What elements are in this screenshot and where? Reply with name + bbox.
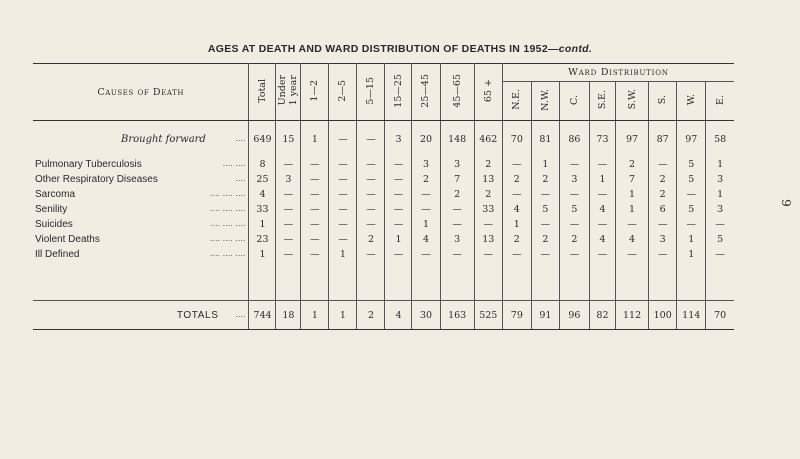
cause-label: Pulmonary Tuberculosis (35, 159, 142, 170)
table-row (33, 232, 734, 247)
value-cell: 5 (531, 202, 559, 217)
empty-cell (590, 262, 616, 301)
value-cell: — (301, 172, 329, 187)
value-cell: — (531, 247, 559, 262)
empty-cell (615, 262, 648, 301)
value-cell: — (385, 247, 412, 262)
value-cell: — (385, 202, 412, 217)
value-cell: — (440, 202, 474, 217)
value-cell: 6 (649, 202, 677, 217)
value-cell: — (440, 247, 474, 262)
value-cell: — (276, 202, 301, 217)
brought-forward-row (33, 121, 734, 158)
value-cell: — (502, 247, 531, 262)
totals-row (33, 301, 734, 330)
value-cell: — (531, 217, 559, 232)
value-cell: 1 (301, 121, 329, 158)
empty-cell (385, 262, 412, 301)
value-cell: — (559, 247, 589, 262)
cause-cell (33, 187, 249, 202)
empty-cell (329, 262, 357, 301)
value-cell: 5 (677, 202, 706, 217)
value-cell: — (276, 247, 301, 262)
leader-dots: .... (235, 309, 246, 319)
age-column-header (412, 64, 440, 121)
title-main: AGES AT DEATH AND WARD DISTRIBUTION OF DEATHS IN 1952 (207, 43, 548, 55)
value-cell: 30 (412, 301, 440, 330)
empty-cell (502, 262, 531, 301)
cause-cell (33, 232, 249, 247)
ward-column-label: E. (714, 94, 726, 105)
value-cell: 649 (249, 121, 276, 158)
age-column-label: 2—5 (337, 79, 349, 102)
value-cell: — (502, 157, 531, 172)
value-cell: 13 (474, 232, 502, 247)
value-cell: 2 (649, 172, 677, 187)
value-cell: — (531, 187, 559, 202)
empty-cell (357, 262, 385, 301)
ward-column-label: N.E. (511, 89, 523, 110)
value-cell: 3 (412, 157, 440, 172)
table-row (33, 157, 734, 172)
value-cell: 1 (249, 217, 276, 232)
value-cell: — (276, 217, 301, 232)
value-cell: 20 (412, 121, 440, 158)
cause-label: Ill Defined (35, 249, 80, 260)
leader-dots: .... .... (222, 159, 246, 168)
value-cell: 15 (276, 121, 301, 158)
title-contd: —contd. (547, 43, 593, 55)
value-cell: 79 (502, 301, 531, 330)
empty-cell (649, 262, 677, 301)
value-cell: 5 (677, 157, 706, 172)
value-cell: 2 (502, 232, 531, 247)
value-cell: 70 (706, 301, 734, 330)
age-column-header (474, 64, 502, 121)
value-cell: 525 (474, 301, 502, 330)
value-cell: — (590, 217, 616, 232)
value-cell: 2 (440, 187, 474, 202)
ward-column-header (615, 82, 648, 121)
value-cell: — (715, 249, 725, 260)
value-cell: — (276, 232, 301, 247)
table-row (33, 172, 734, 187)
value-cell: 2 (357, 232, 385, 247)
value-cell: 4 (615, 232, 648, 247)
value-cell: — (590, 157, 616, 172)
value-cell: 13 (474, 172, 502, 187)
age-column-header (329, 64, 357, 121)
value-cell: 1 (677, 247, 706, 262)
value-cell: — (649, 217, 677, 232)
value-cell: — (357, 172, 385, 187)
value-cell: 2 (502, 172, 531, 187)
age-column-header (249, 64, 276, 121)
leader-dots: .... .... .... (209, 189, 246, 198)
value-cell: 5 (677, 172, 706, 187)
value-cell: 3 (717, 174, 724, 185)
value-cell: 3 (440, 232, 474, 247)
ward-column-header (590, 82, 616, 121)
value-cell: 163 (440, 301, 474, 330)
value-cell: 91 (531, 301, 559, 330)
value-cell: 7 (440, 172, 474, 187)
age-column-label: 5—15 (365, 76, 377, 105)
causes-header: Causes of Death (33, 64, 249, 121)
value-cell: — (385, 172, 412, 187)
age-column-header (301, 64, 329, 121)
cause-label: Other Respiratory Diseases (35, 174, 158, 185)
value-cell: — (329, 121, 357, 158)
table-row (33, 202, 734, 217)
value-cell: — (649, 157, 677, 172)
value-cell: 4 (590, 202, 616, 217)
value-cell: — (276, 187, 301, 202)
value-cell: — (615, 247, 648, 262)
value-cell: 4 (412, 232, 440, 247)
age-column-label: 45—65 (451, 73, 463, 108)
leader-dots: .... (235, 174, 246, 183)
value-cell: 2 (474, 187, 502, 202)
age-column-header (357, 64, 385, 121)
empty-cell (249, 262, 276, 301)
empty-cell (301, 262, 329, 301)
value-cell: — (474, 217, 502, 232)
empty-cell (677, 262, 706, 301)
value-cell: 1 (249, 247, 276, 262)
value-cell: — (357, 247, 385, 262)
age-column-header (385, 64, 412, 121)
value-cell: 4 (590, 232, 616, 247)
ward-column-label: S. (657, 94, 669, 105)
value-cell: 33 (474, 202, 502, 217)
empty-cell (412, 262, 440, 301)
ward-distribution-header: Ward Distribution (502, 64, 734, 82)
value-cell: 3 (276, 172, 301, 187)
table-row (33, 217, 734, 232)
age-column-label: 15—25 (392, 73, 404, 108)
value-cell: 81 (531, 121, 559, 158)
value-cell: — (357, 217, 385, 232)
age-column-label: 1—2 (309, 79, 321, 102)
value-cell: 4 (385, 301, 412, 330)
value-cell: — (385, 187, 412, 202)
ward-column-label: S.W. (626, 89, 638, 110)
table-title (0, 43, 800, 55)
value-cell: 2 (531, 172, 559, 187)
value-cell: 1 (717, 189, 724, 200)
value-cell: — (412, 247, 440, 262)
value-cell: — (615, 217, 648, 232)
value-cell: — (357, 187, 385, 202)
value-cell: 2 (615, 157, 648, 172)
cause-cell (33, 247, 249, 262)
ward-column-label: W. (685, 93, 697, 106)
value-cell: 58 (714, 133, 727, 145)
value-cell: — (559, 187, 589, 202)
value-cell: 4 (249, 187, 276, 202)
value-cell: — (677, 187, 706, 202)
value-cell: 114 (677, 301, 706, 330)
cause-label: Sarcoma (35, 189, 76, 200)
value-cell: 3 (559, 172, 589, 187)
value-cell: — (590, 187, 616, 202)
cause-cell (33, 172, 249, 187)
cause-label: Senility (35, 204, 68, 215)
value-cell: — (715, 219, 725, 230)
ward-column-label: C. (568, 94, 580, 105)
value-cell: 100 (649, 301, 677, 330)
value-cell: — (559, 157, 589, 172)
value-cell: — (412, 202, 440, 217)
age-column-header (440, 64, 474, 121)
spacer-row (33, 262, 734, 301)
value-cell: — (502, 187, 531, 202)
ward-column-header (502, 82, 531, 121)
value-cell: 2 (357, 301, 385, 330)
value-cell: 1 (531, 157, 559, 172)
cause-cell (33, 301, 249, 330)
empty-cell (706, 262, 734, 301)
value-cell: 1 (385, 232, 412, 247)
value-cell: 2 (559, 232, 589, 247)
value-cell: 1 (677, 232, 706, 247)
value-cell: — (276, 157, 301, 172)
value-cell: 1 (502, 217, 531, 232)
value-cell: 3 (440, 157, 474, 172)
age-column-header (276, 64, 301, 121)
value-cell: 96 (559, 301, 589, 330)
value-cell: — (301, 247, 329, 262)
value-cell: 97 (615, 121, 648, 158)
value-cell: 3 (717, 204, 724, 215)
value-cell: — (329, 187, 357, 202)
empty-cell (531, 262, 559, 301)
value-cell: 33 (249, 202, 276, 217)
deaths-table (33, 63, 734, 330)
value-cell: 1 (590, 172, 616, 187)
value-cell: 87 (649, 121, 677, 158)
table-row (33, 247, 734, 262)
value-cell: 70 (502, 121, 531, 158)
age-column-label: Under 1 year (277, 75, 300, 106)
cause-label: Suicides (35, 219, 73, 230)
value-cell: 148 (440, 121, 474, 158)
value-cell: 1 (329, 247, 357, 262)
value-cell: 2 (412, 172, 440, 187)
empty-cell (474, 262, 502, 301)
value-cell: 1 (615, 202, 648, 217)
value-cell: — (590, 247, 616, 262)
value-cell: 462 (474, 121, 502, 158)
value-cell: — (301, 217, 329, 232)
value-cell: — (329, 172, 357, 187)
cause-cell (33, 121, 249, 158)
value-cell: — (440, 217, 474, 232)
value-cell: 8 (249, 157, 276, 172)
page-number: 9 (779, 199, 794, 207)
ward-column-label: N.W. (539, 88, 551, 111)
value-cell: 1 (717, 159, 724, 170)
cause-label: Brought forward (121, 133, 206, 145)
leader-dots: .... .... .... (209, 234, 246, 243)
empty-cell (33, 262, 249, 301)
value-cell: — (329, 217, 357, 232)
value-cell: 97 (677, 121, 706, 158)
cause-label: Violent Deaths (35, 234, 100, 245)
value-cell: — (329, 202, 357, 217)
ward-column-header (531, 82, 559, 121)
cause-cell (33, 217, 249, 232)
age-column-label: 25—45 (420, 73, 432, 108)
value-cell: 25 (249, 172, 276, 187)
header-row (33, 64, 734, 82)
value-cell: 1 (301, 301, 329, 330)
value-cell: — (357, 121, 385, 158)
cause-cell (33, 157, 249, 172)
cause-cell (33, 202, 249, 217)
value-cell: 1 (412, 217, 440, 232)
empty-cell (276, 262, 301, 301)
leader-dots: .... .... .... (209, 219, 246, 228)
ward-column-header (706, 82, 734, 121)
table-row (33, 187, 734, 202)
value-cell: — (301, 187, 329, 202)
value-cell: — (677, 217, 706, 232)
value-cell: 744 (249, 301, 276, 330)
value-cell: 2 (531, 232, 559, 247)
value-cell: 2 (474, 157, 502, 172)
empty-cell (440, 262, 474, 301)
value-cell: — (301, 202, 329, 217)
value-cell: 3 (649, 232, 677, 247)
age-column-label: 65 + (482, 78, 494, 103)
value-cell: 7 (615, 172, 648, 187)
value-cell: 82 (590, 301, 616, 330)
value-cell: 73 (590, 121, 616, 158)
value-cell: — (474, 247, 502, 262)
leader-dots: .... (235, 133, 246, 143)
value-cell: 4 (502, 202, 531, 217)
value-cell: 5 (717, 234, 724, 245)
value-cell: 3 (385, 121, 412, 158)
cause-label: TOTALS (176, 309, 219, 321)
value-cell: 86 (559, 121, 589, 158)
value-cell: — (301, 157, 329, 172)
ward-column-header (559, 82, 589, 121)
value-cell: — (301, 232, 329, 247)
value-cell: — (357, 157, 385, 172)
value-cell: 1 (615, 187, 648, 202)
value-cell: — (329, 232, 357, 247)
age-column-label: Total (256, 78, 268, 103)
value-cell: — (559, 217, 589, 232)
value-cell: — (385, 157, 412, 172)
ward-column-header (649, 82, 677, 121)
value-cell: 18 (276, 301, 301, 330)
value-cell: — (329, 157, 357, 172)
value-cell: — (385, 217, 412, 232)
value-cell: 23 (249, 232, 276, 247)
ward-column-header (677, 82, 706, 121)
value-cell: — (357, 202, 385, 217)
value-cell: 5 (559, 202, 589, 217)
leader-dots: .... .... .... (209, 204, 246, 213)
leader-dots: .... .... .... (209, 249, 246, 258)
value-cell: 2 (649, 187, 677, 202)
value-cell: 112 (615, 301, 648, 330)
ward-column-label: S.E. (596, 89, 608, 110)
value-cell: — (649, 247, 677, 262)
value-cell: 1 (329, 301, 357, 330)
empty-cell (559, 262, 589, 301)
value-cell: — (412, 187, 440, 202)
